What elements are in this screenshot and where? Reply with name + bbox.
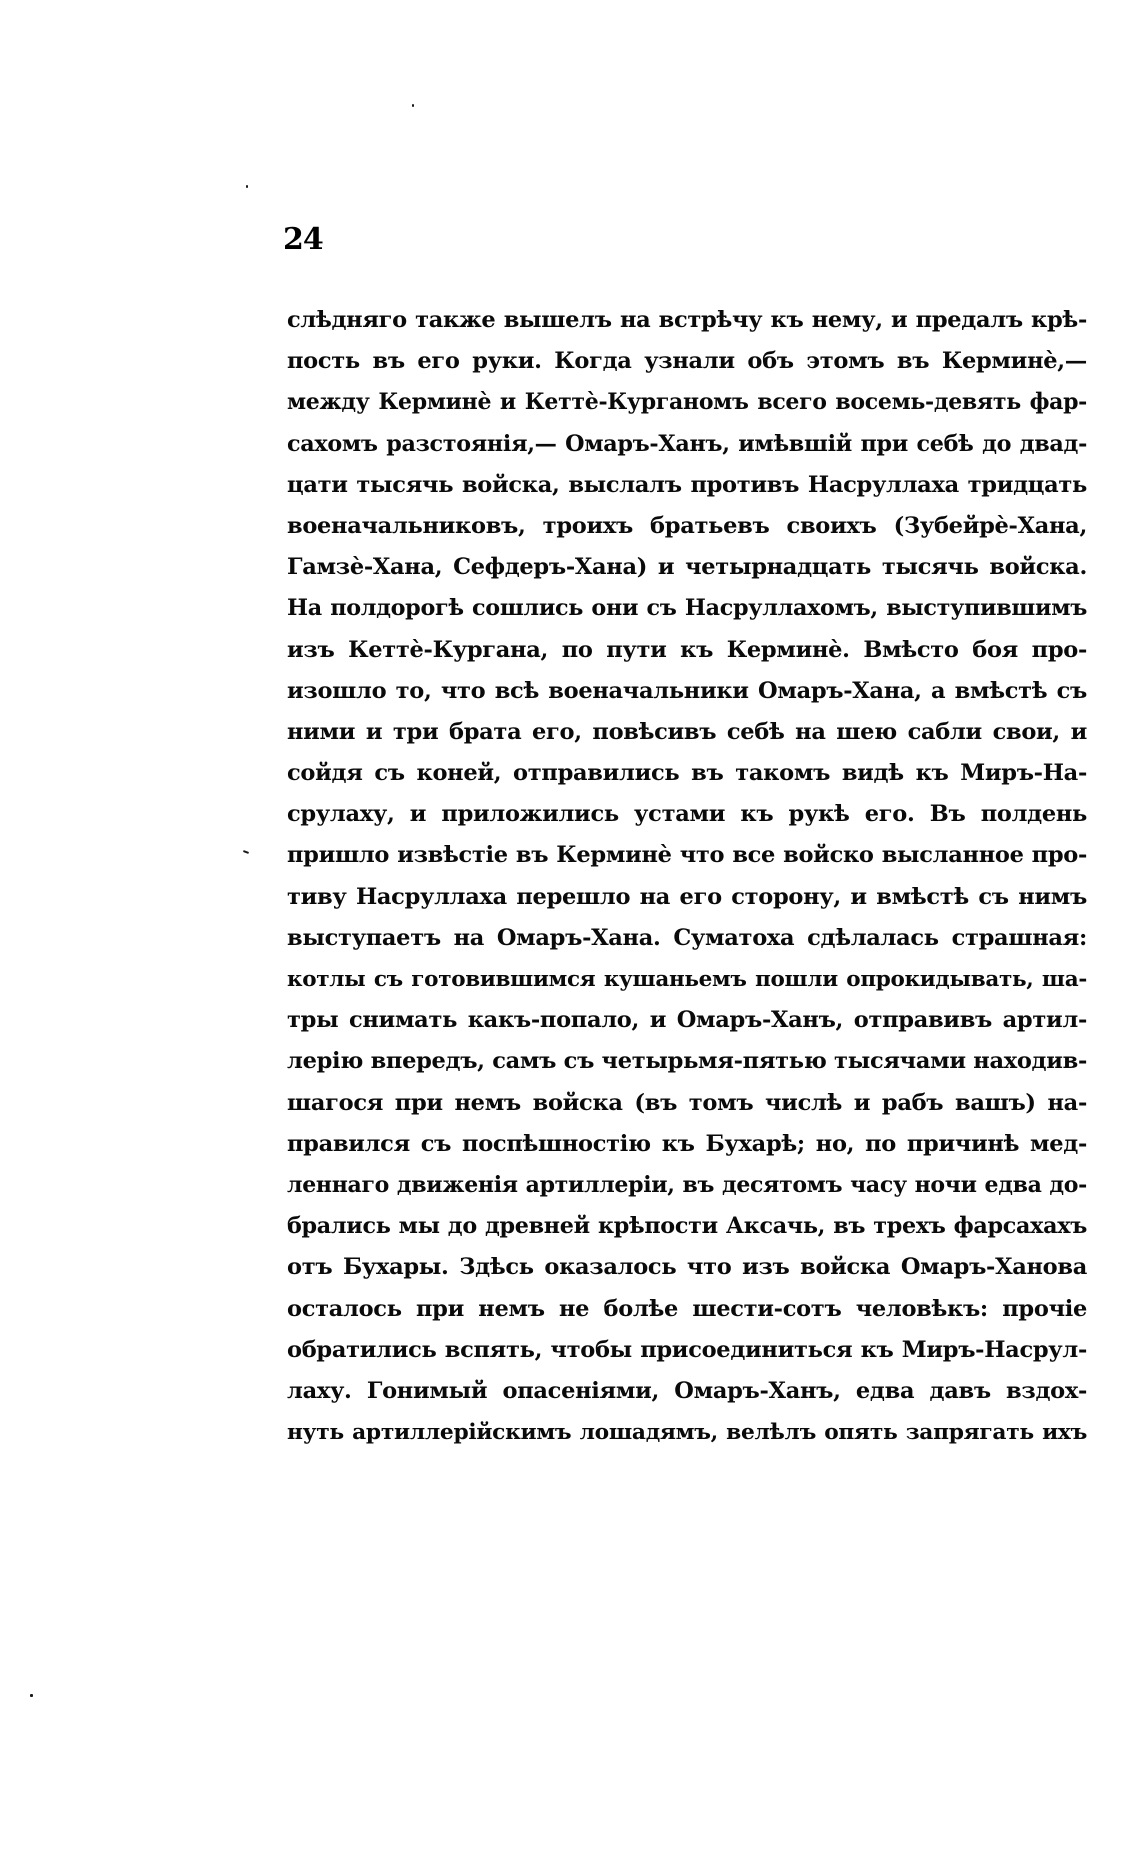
- text-line: котлы съ готовившимся кушаньемъ пошли опрокидывать, ша-: [287, 967, 1087, 992]
- text-line: брались мы до древней крѣпости Аксачь, въ трехъ фарсахахъ: [287, 1213, 1087, 1240]
- text-line: правился съ поспѣшностію къ Бухарѣ; но, по причинѣ мед-: [287, 1130, 1087, 1157]
- text-line: сахомъ разстоянія,— Омаръ-Ханъ, имѣвшій при себѣ до двад-: [287, 430, 1087, 457]
- scan-speck: [30, 1694, 33, 1697]
- text-line: срулаху, и приложились устами къ рукѣ его. Въ полдень: [287, 801, 1087, 828]
- text-line: леннаго движенія артиллеріи, въ десятомъ часу ночи едва до-: [287, 1171, 1087, 1198]
- text-line: лаху. Гонимый опасеніями, Омаръ-Ханъ, едва давъ вздох-: [287, 1377, 1087, 1404]
- scan-speck: [412, 104, 414, 107]
- text-line: ними и три брата его, повѣсивъ себѣ на шею сабли свои, и: [287, 718, 1087, 745]
- text-line: шагося при немъ войска (въ томъ числѣ и рабъ вашъ) на-: [287, 1089, 1087, 1116]
- scan-speck: [243, 850, 249, 854]
- text-line: военачальниковъ, троихъ братьевъ своихъ (Зубейрѐ-Хана,: [287, 512, 1087, 539]
- body-text: [287, 300, 1087, 1453]
- text-line: нуть артиллерійскимъ лошадямъ, велѣлъ опять запрягать ихъ: [287, 1420, 1087, 1446]
- text-line: между Керминѐ и Кеттѐ-Курганомъ всего восемь-девять фар-: [287, 389, 1087, 416]
- text-line: лерію впередъ, самъ съ четырьмя-пятью тысячами находив-: [287, 1048, 1088, 1075]
- text-line: слѣдняго также вышелъ на встрѣчу къ нему, и предалъ крѣ-: [287, 307, 1087, 333]
- text-line: тиву Насруллаха перешло на его сторону, и вмѣстѣ съ нимъ: [287, 883, 1087, 910]
- text-line: изошло то, что всѣ военачальники Омаръ-Хана, а вмѣстѣ съ: [287, 677, 1087, 704]
- text-line: обратились вспять, чтобы присоединиться къ Миръ-Насрул-: [287, 1336, 1087, 1363]
- scan-speck: [246, 185, 248, 188]
- text-line: пришло извѣстіе въ Керминѐ что все войско высланное про-: [287, 842, 1087, 869]
- text-line: цати тысячь войска, выслалъ противъ Насруллаха тридцать: [287, 471, 1087, 498]
- page-number: 24: [283, 222, 323, 257]
- text-line: выступаетъ на Омаръ-Хана. Суматоха сдѣлалась страшная:: [287, 924, 1087, 951]
- text-line: осталось при немъ не болѣе шести-сотъ человѣкъ: прочіе: [287, 1295, 1087, 1322]
- text-line: Гамзѐ-Хана, Сефдеръ-Хана) и четырнадцать тысячь войска.: [287, 554, 1087, 581]
- text-line: сойдя съ коней, отправились въ такомъ видѣ къ Миръ-На-: [287, 760, 1087, 787]
- text-line: отъ Бухары. Здѣсь оказалось что изъ войска Омаръ-Ханова: [287, 1254, 1087, 1281]
- text-line: На полдорогѣ сошлись они съ Насруллахомъ, выступившимъ: [287, 595, 1087, 622]
- text-line: пость въ его руки. Когда узнали объ этомъ въ Керминѐ,—: [287, 348, 1087, 375]
- text-line: тры снимать какъ-попало, и Омаръ-Ханъ, отправивъ артил-: [287, 1007, 1087, 1034]
- text-line: изъ Кеттѐ-Кургана, по пути къ Керминѐ. Вмѣсто боя про-: [287, 636, 1087, 663]
